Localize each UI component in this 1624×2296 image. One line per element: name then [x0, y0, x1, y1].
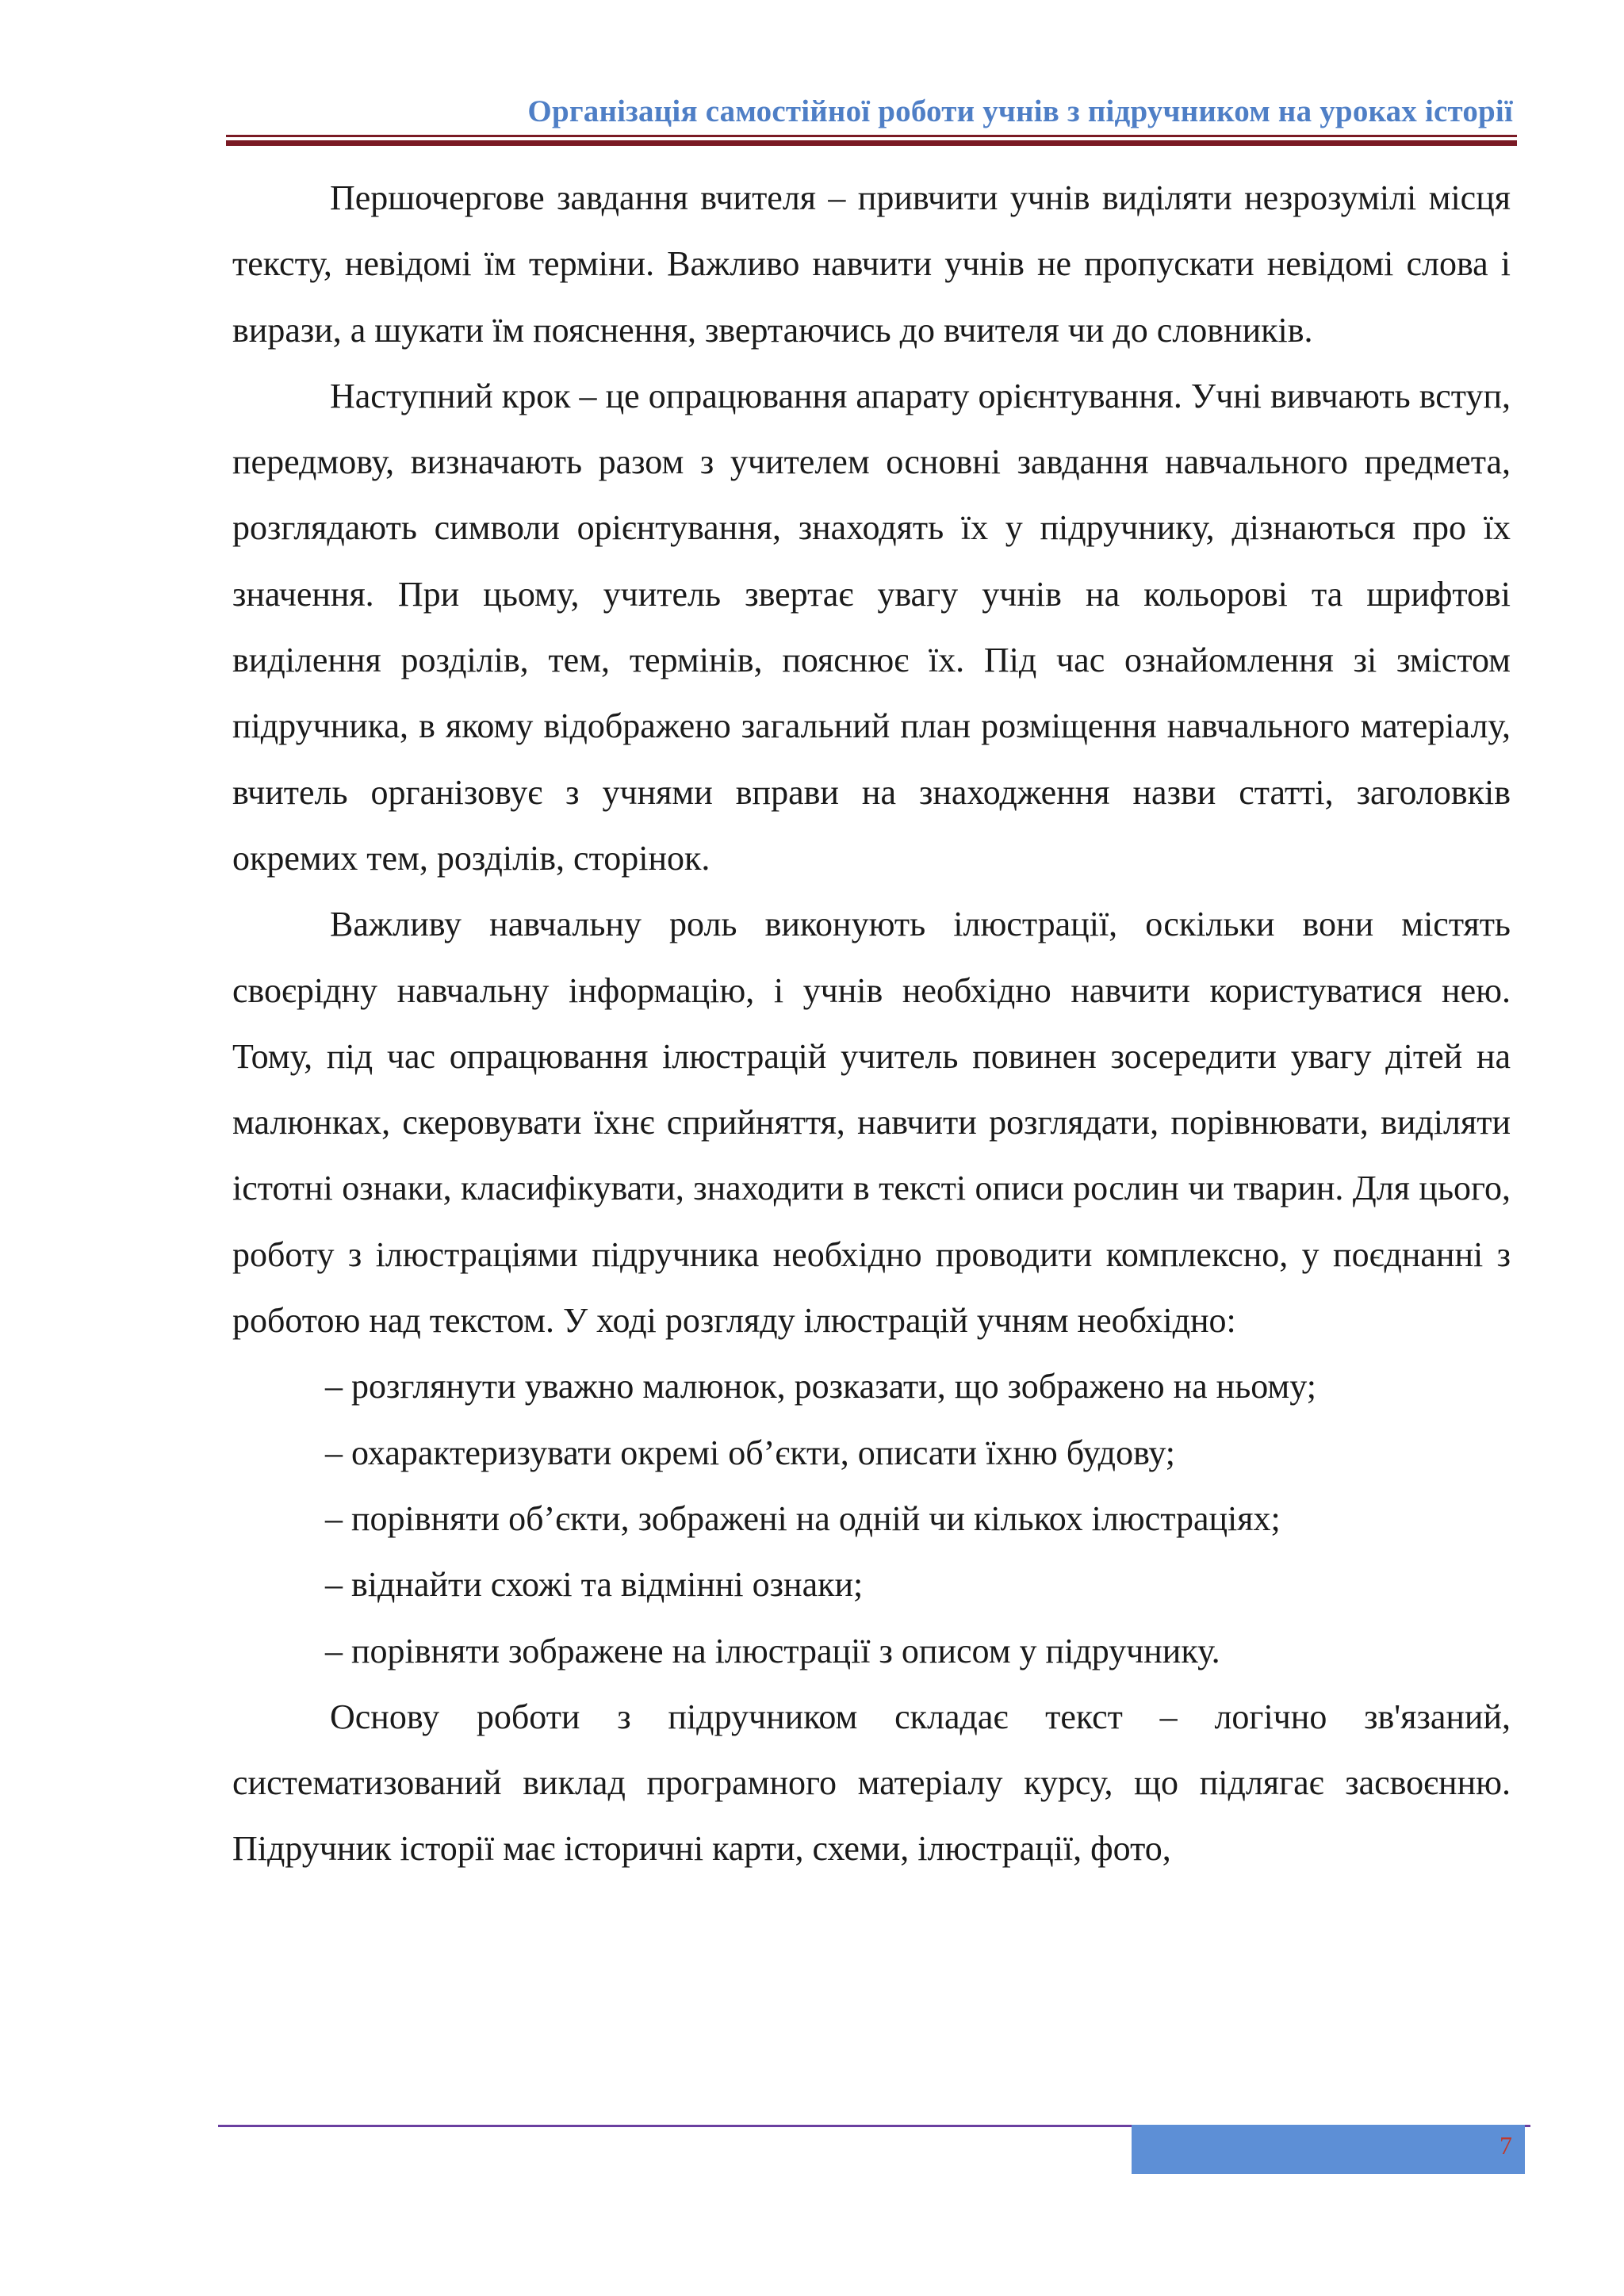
paragraph-4: Основу роботи з підручником складає текст – логічно зв'язаний, систематизований виклад програмного матеріалу курсу, що підлягає засвоєнню. Підручник історії має історичні карти, схеми, ілюстрації, фото, — [232, 1697, 1511, 1869]
page-body — [232, 165, 1511, 1882]
list-item-2: – охарактеризувати окремі об’єкти, описати їхню будову; — [325, 1433, 1175, 1472]
page-number: 7 — [1500, 2131, 1512, 2160]
running-header-title: Організація самостійної роботи учнів з підручником на уроках історії — [527, 94, 1513, 128]
list-item-5: – порівняти зображене на ілюстрації з описом у підручнику. — [325, 1631, 1220, 1670]
list-item-4: – віднайти схожі та відмінні ознаки; — [325, 1565, 864, 1605]
header-rule-thin — [226, 135, 1517, 137]
list-item-1: – розглянути уважно малюнок, розказати, що зображено на ньому; — [325, 1367, 1316, 1406]
paragraph-2: Наступний крок – це опрацювання апарату орієнтування. Учні вивчають вступ, передмову, визначають разом з учителем основні завдання навчального предмета, розглядають символи орієнтування, знаходять їх у підручнику, дізнаються про їх значення. При цьому, учитель звертає увагу учнів на кольорові та шрифтові виділення розділів, тем, термінів, пояснює їх. Під час ознайомлення зі змістом підручника, в якому відображено загальний план розміщення навчального матеріалу, вчитель організовує з учнями вправи на знаходження назви статті, заголовків окремих тем, розділів, сторінок. — [232, 376, 1511, 878]
footer-page-box — [1132, 2125, 1525, 2174]
header-rule-thick — [226, 140, 1517, 146]
paragraph-3: Важливу навчальну роль виконують ілюстрації, оскільки вони містять своєрідну навчальну інформацію, і учнів необхідно навчити користуватися нею. Тому, під час опрацювання ілюстрацій учитель повинен зосередити увагу дітей на малюнках, скеровувати їхнє сприйняття, навчити розглядати, порівнювати, виділяти істотні ознаки, класифікувати, знаходити в тексті описи рослин чи тварин. Для цього, роботу з ілюстраціями підручника необхідно проводити комплексно, у поєднанні з роботою над текстом. У ході розгляду ілюстрацій учням необхідно: — [232, 905, 1511, 1341]
list-item-3: – порівняти об’єкти, зображені на одній чи кількох ілюстраціях; — [325, 1498, 1281, 1538]
paragraph-1: Першочергове завдання вчителя – привчити учнів виділяти незрозумілі місця тексту, невідомі їм терміни. Важливо навчити учнів не пропускати невідомі слова і вирази, а шукати їм пояснення, звертаючись до вчителя чи до словників. — [232, 178, 1511, 350]
